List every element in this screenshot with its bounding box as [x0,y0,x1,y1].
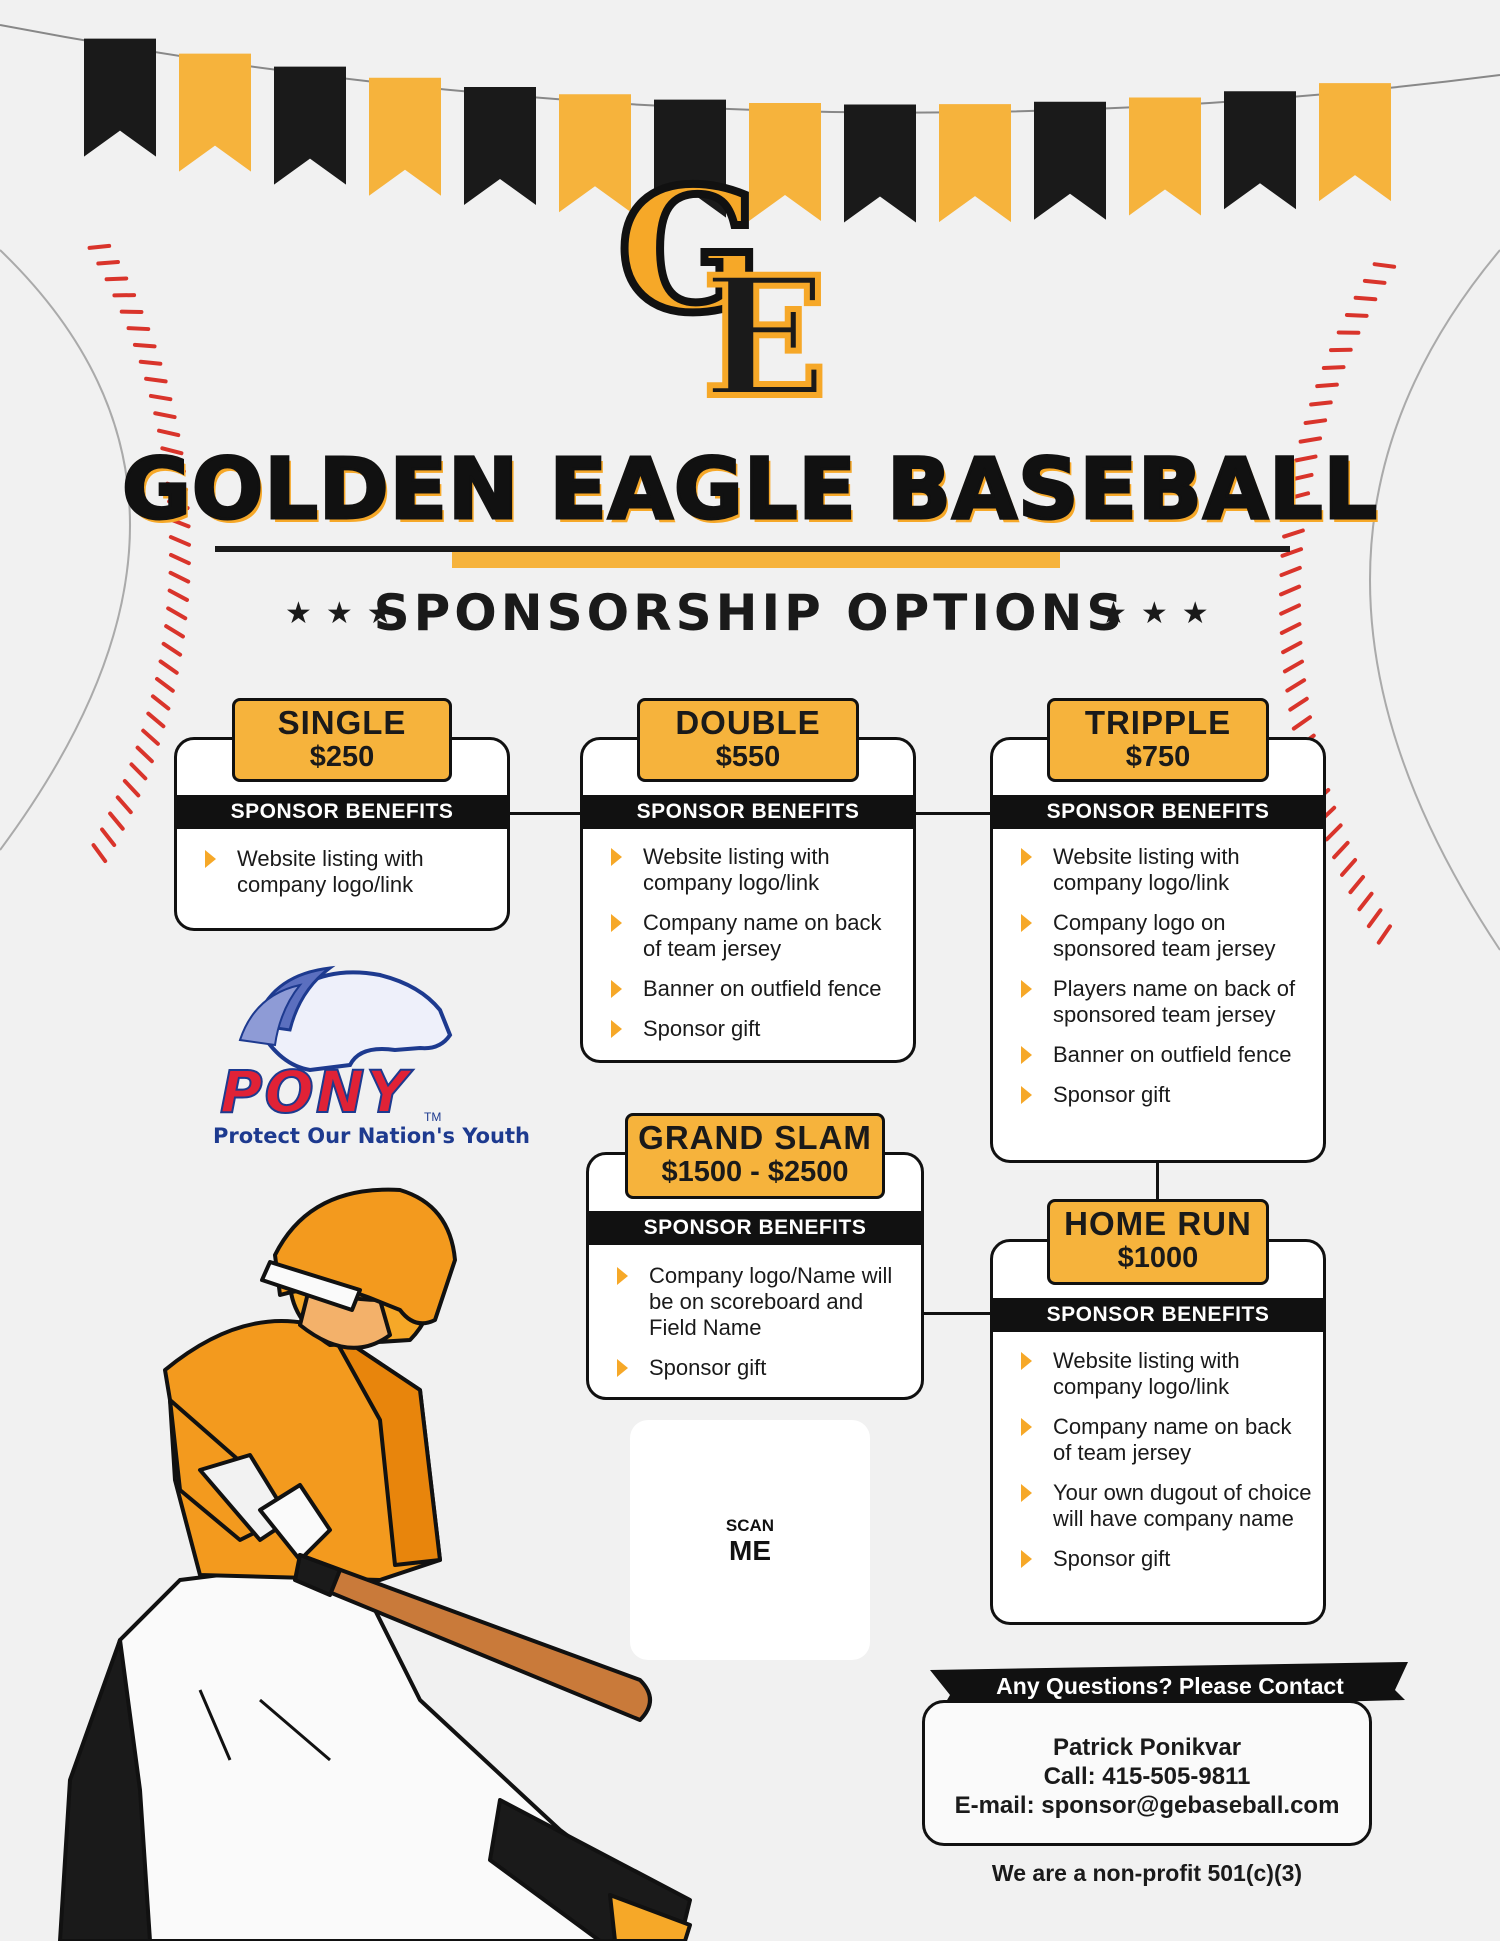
benefits-list [1017,1348,1313,1586]
qr-me-text: ME [729,1535,771,1566]
benefit-item: Company name on back of team jersey [1017,1414,1313,1466]
bunting-flag [1319,83,1391,201]
stitch [1356,298,1376,299]
bunting-flag [1034,102,1106,220]
benefits-header: SPONSOR BENEFITS [583,795,913,829]
arrow-icon [1021,980,1032,998]
stitch [135,345,155,347]
benefit-item: Players name on back of sponsored team jersey [1017,976,1313,1028]
stitch [157,679,173,691]
tier-name: HOME RUN [1064,1205,1252,1242]
bunting-flag [274,67,346,185]
stitch [94,845,106,861]
tier-price: $750 [1125,741,1191,773]
stitch [1365,281,1385,283]
tier-price: $550 [715,741,781,773]
stitch [102,829,114,845]
arrow-icon [611,1020,622,1038]
connector-single-double [510,812,582,815]
arrow-icon [1021,1352,1032,1370]
pony-horse-head [240,968,450,1070]
benefits-list [1017,844,1313,1122]
stars-right-decoration: ★★★ [1100,596,1223,631]
stitch [1347,315,1367,316]
tier-price: $1500 - $2500 [661,1156,849,1188]
tier-label-single [232,698,452,782]
bunting-flag [1129,97,1201,215]
benefit-item: Sponsor gift [1017,1082,1313,1108]
arrow-icon [611,980,622,998]
pony-logo-wordmark: PONY [220,1058,411,1126]
stars-left-decoration: ★★★ [285,596,408,631]
stitch [1283,643,1300,652]
tier-label-grand-slam [625,1113,885,1199]
stitch [1350,877,1363,892]
benefit-item: Company logo on sponsored team jersey [1017,910,1313,962]
stitch [110,814,123,829]
stitch [141,362,161,364]
bunting-flag [939,104,1011,222]
arrow-icon [1021,1418,1032,1436]
arrow-icon [1021,848,1032,866]
tier-label-tripple [1047,698,1269,782]
benefits-header: SPONSOR BENEFITS [589,1211,921,1245]
baseball-stitches-left [0,246,189,861]
stitch [153,696,168,708]
stitch [1324,367,1344,368]
stitch [148,714,163,727]
stitch [155,413,174,417]
benefit-item: Website listing with company logo/link [607,844,903,896]
stitch [1317,385,1337,387]
contact-phone[interactable]: Call: 415-505-9811 [1043,1763,1251,1790]
nonprofit-note: We are a non-profit 501(c)(3) [991,1860,1303,1886]
arrow-icon [1021,1086,1032,1104]
benefits-list [607,844,903,1056]
benefits-header: SPONSOR BENEFITS [993,795,1323,829]
stitch [1285,662,1302,672]
stitch [90,246,110,248]
stitch [1290,699,1306,710]
svg-text:G: G [617,151,763,351]
bunting-flag [369,78,441,196]
qr-scan-text: SCAN [725,1516,775,1535]
stitch [1311,402,1331,404]
benefits-header: SPONSOR BENEFITS [993,1298,1323,1332]
page-title: GOLDEN EAGLE BASEBALL [121,440,1379,538]
arrow-icon [1021,914,1032,932]
tier-price: $250 [309,741,375,773]
arrow-icon [617,1359,628,1377]
stitch [1342,860,1355,875]
arrow-icon [1021,1550,1032,1568]
stitch [171,537,189,545]
stitch [159,431,178,435]
arrow-icon [1021,1484,1032,1502]
stitch [1369,910,1381,926]
benefit-item: Sponsor gift [1017,1546,1313,1572]
tier-label-home-run [1047,1199,1269,1285]
title-rule-accent [452,552,1060,568]
stitch [125,781,138,795]
benefit-item: Website listing with company logo/link [201,846,497,898]
stitch [138,748,152,762]
contact-heading: Any Questions? Please Contact [996,1673,1344,1699]
tier-name: GRAND SLAM [638,1119,872,1156]
arrow-icon [617,1267,628,1285]
benefits-list [613,1263,911,1395]
stitch [1281,568,1299,575]
stitch [131,764,145,778]
tier-name: TRIPPLE [1084,704,1232,741]
stitch [1379,926,1390,942]
benefits-list [201,846,497,912]
svg-text:E: E [702,240,828,434]
bunting-flag [179,54,251,172]
stitch [129,328,149,329]
arrow-icon [611,914,622,932]
stitch [151,396,170,399]
tier-label-double [637,698,859,782]
stitch [1334,843,1347,857]
stitch [1359,894,1371,910]
stitch [1375,264,1395,267]
contact-email[interactable]: E-mail: sponsor@gebaseball.com [954,1792,1340,1819]
stitch [146,379,166,382]
bunting-flag [464,87,536,205]
stitch [143,731,158,744]
stitch [1287,680,1304,690]
qr-code-card[interactable] [630,1420,870,1660]
pony-trademark: TM [424,1110,442,1124]
arrow-icon [611,848,622,866]
benefit-item: Website listing with company logo/link [1017,1348,1313,1400]
stitch [107,278,127,279]
stitch [118,797,131,812]
tier-card-home-run [990,1239,1326,1625]
tier-name: DOUBLE [675,704,821,741]
benefit-item: Company logo/Name will be on scoreboard and Field Name [613,1263,911,1341]
tier-name: SINGLE [277,704,407,741]
benefit-item: Sponsor gift [607,1016,903,1042]
pony-tagline: Protect Our Nation's Youth [213,1124,530,1148]
benefit-item: Banner on outfield fence [1017,1042,1313,1068]
stitch [98,262,118,263]
contact-name: Patrick Ponikvar [1052,1734,1242,1761]
contact-box [922,1700,1372,1846]
arrow-icon [1021,1046,1032,1064]
arrow-icon [205,850,216,868]
benefits-header: SPONSOR BENEFITS [177,795,507,829]
stitch [1327,825,1341,839]
tier-price: $1000 [1117,1242,1199,1274]
stitch [171,555,189,563]
stitch [1306,420,1326,423]
page-subtitle: SPONSORSHIP OPTIONS [373,584,1127,642]
stitch [1294,717,1310,728]
qr-center-label [714,1516,786,1570]
bunting-flag [844,105,916,223]
benefit-item: Sponsor gift [613,1355,911,1381]
stitch [164,644,180,655]
connector-double-tripple [912,812,992,815]
bunting-flag [1224,91,1296,209]
benefit-item: Banner on outfield fence [607,976,903,1002]
benefit-item: Website listing with company logo/link [1017,844,1313,896]
bunting-flag [84,39,156,157]
benefit-item: Your own dugout of choice will have company name [1017,1480,1313,1532]
stitch [171,573,189,582]
tier-card-tripple [990,737,1326,1163]
tier-card-double [580,737,916,1063]
stitch [161,661,177,672]
benefit-item: Company name on back of team jersey [607,910,903,962]
connector-grandslam-homerun [922,1312,994,1315]
